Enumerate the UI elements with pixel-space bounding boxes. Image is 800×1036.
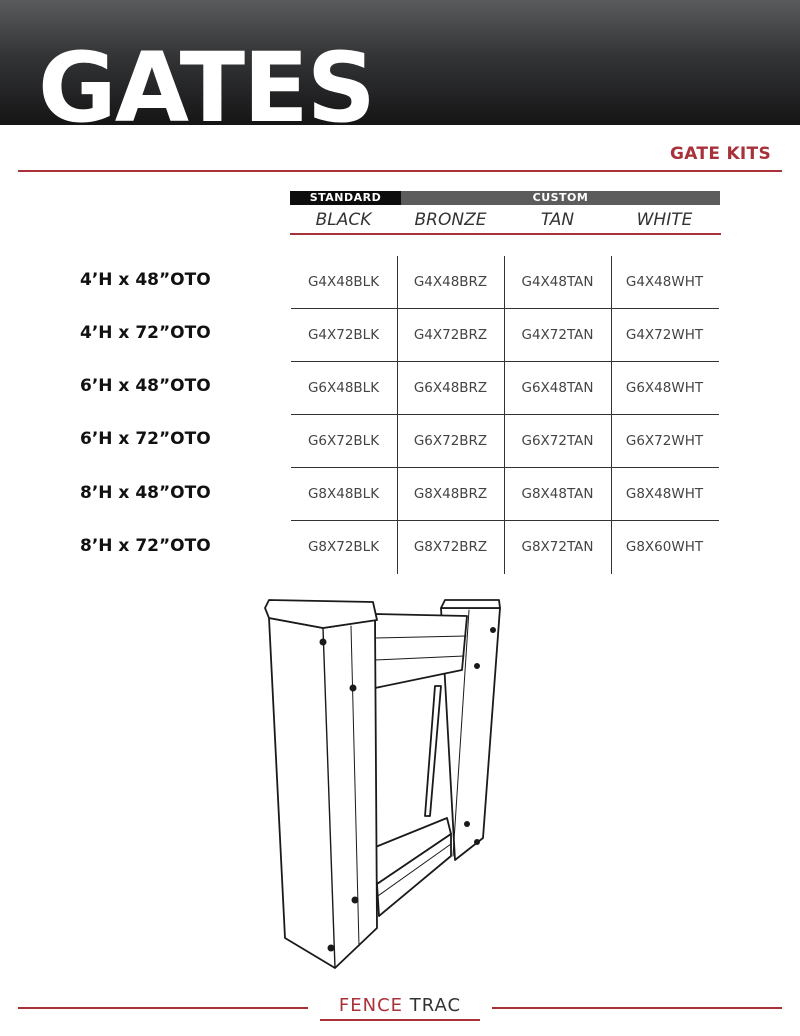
page-title: GATES [38,32,374,125]
brand-logo-underline [320,1019,480,1021]
table-cell: G6X48WHT [625,380,704,396]
table-cell: G6X48BLK [307,380,380,396]
standard-band: STANDARD [290,191,401,205]
table-cell: G8X72TAN [521,539,594,555]
table-cell: G4X72BRZ [413,327,488,343]
table-cell: G6X72BLK [307,433,380,449]
table-cell: G6X72TAN [521,433,594,449]
table-cell: G4X48BLK [307,274,380,290]
row-label: 8’H x 48”OTO [80,483,211,503]
table-cell: G8X72BLK [307,539,380,555]
row-label: 6’H x 48”OTO [80,376,211,396]
table-cell: G6X48TAN [521,380,594,396]
row-label: 4’H x 48”OTO [80,270,211,290]
table-cell: G8X48BLK [307,486,380,502]
right-post-cap [441,600,500,608]
left-post [269,618,377,968]
table-cell: G6X72WHT [625,433,704,449]
table-cell: G6X72BRZ [413,433,488,449]
table-cell: G8X60WHT [625,539,704,555]
table-cell: G4X48WHT [625,274,704,290]
row-label: 4’H x 72”OTO [80,323,211,343]
table-cell: G4X48BRZ [413,274,488,290]
footer-divider-right [492,1007,782,1009]
table-cell: G4X48TAN [521,274,594,290]
row-label: 6’H x 72”OTO [80,429,211,449]
inner-frame-edge [425,686,441,816]
brand-logo-right: TRAC [409,995,462,1016]
column-header-bronze: BRONZE [414,210,487,230]
gate-kit-illustration [255,598,515,978]
footer-divider-left [18,1007,308,1009]
table-cell: G4X72TAN [521,327,594,343]
table-cell: G8X48WHT [625,486,704,502]
top-divider [18,170,782,172]
table-cell: G4X72BLK [307,327,380,343]
table-cell: G6X48BRZ [413,380,488,396]
brand-logo [320,995,480,1016]
brand-logo-left: FENCE [338,995,404,1016]
header-divider [290,233,721,235]
custom-band: CUSTOM [401,191,720,205]
table-cell: G4X72WHT [625,327,704,343]
table-cell: G8X48BRZ [413,486,488,502]
table-cell: G8X72BRZ [413,539,488,555]
page-header [0,0,800,125]
section-title: GATE KITS [670,144,771,164]
column-header-black: BLACK [315,210,372,230]
table-cell: G8X48TAN [521,486,594,502]
column-header-white: WHITE [636,210,693,230]
column-header-tan: TAN [540,210,575,230]
row-label: 8’H x 72”OTO [80,536,211,556]
